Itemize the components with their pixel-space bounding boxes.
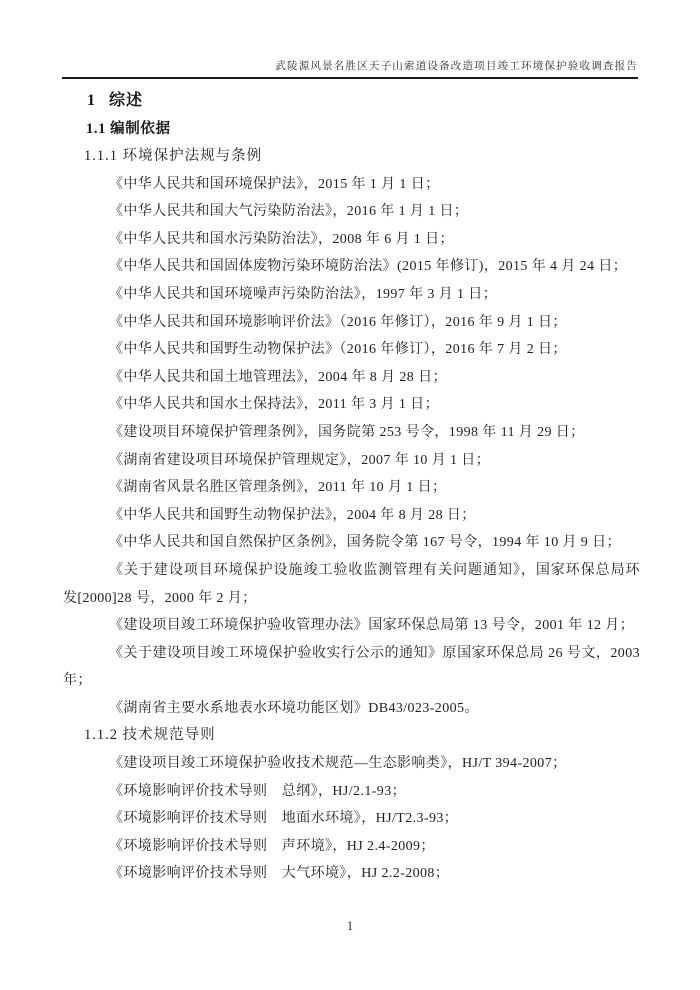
header-rule — [62, 77, 638, 79]
law-item-line: 《中华人民共和国水土保持法》，2011 年 3 月 1 日； — [109, 397, 439, 413]
law-item-line: 《建设项目竣工环境保护验收管理办法》国家环保总局第 13 号令，2001 年 12 月； — [109, 618, 635, 634]
law-item-line: 《湖南省建设项目环境保护管理规定》，2007 年 10 月 1 日； — [109, 452, 491, 468]
law-item-line: 《中华人民共和国环境保护法》，2015 年 1 月 1 日； — [109, 176, 440, 192]
law-item-line: 《关于建设项目环境保护设施竣工验收监测管理有关问题通知》，国家环保总局环 — [109, 562, 640, 578]
subsubsection-heading-b: 1.1.2 技术规范导则 — [84, 727, 216, 744]
law-item-line: 《中华人民共和国野生动物保护法》（2016 年修订），2016 年 7 月 2 日； — [109, 342, 567, 358]
law-item-line: 《湖南省风景名胜区管理条例》，2011 年 10 月 1 日； — [109, 480, 447, 496]
subsubsection-heading-a: 1.1.1 环境保护法规与条例 — [84, 148, 263, 164]
law-item-line: 《关于建设项目竣工环境保护验收实行公示的通知》原国家环保总局 26 号文，2003 — [109, 645, 640, 661]
section-title: 综述 — [109, 92, 144, 109]
law-item-line: 《湖南省主要水系地表水环境功能区划》DB43/023-2005。 — [109, 700, 479, 716]
law-item-line: 《中华人民共和国土地管理法》，2004 年 8 月 28 日； — [109, 369, 447, 385]
running-header: 武陵源风景名胜区天子山索道设备改造项目竣工环境保护验收调查报告 — [275, 61, 638, 72]
guideline-item-line: 《环境影响评价技术导则 地面水环境》，HJ/T2.3-93； — [109, 811, 459, 827]
law-item-line: 《中华人民共和国自然保护区条例》，国务院令第 167 号令，1994 年 10 月 9 日； — [109, 535, 621, 551]
page-number: 1 — [346, 919, 354, 933]
law-item-line: 《中华人民共和国水污染防治法》，2008 年 6 月 1 日； — [109, 231, 454, 247]
guideline-item-line: 《建设项目竣工环境保护验收技术规范—生态影响类》，HJ/T 394-2007； — [109, 756, 567, 772]
law-item-line: 《中华人民共和国固体废物污染环境防治法》(2015 年修订)，2015 年 4 月 24 日； — [109, 259, 628, 275]
page-content — [63, 87, 640, 888]
section-number: 1 — [87, 92, 96, 109]
law-item-line-wrap: 年； — [63, 673, 92, 689]
law-item-line: 《中华人民共和国环境影响评价法》（2016 年修订），2016 年 9 月 1 日； — [109, 314, 567, 330]
law-item-line-wrap: 发[2000]28 号，2000 年 2 月； — [63, 590, 257, 606]
guideline-item-line: 《环境影响评价技术导则 大气环境》，HJ 2.2-2008； — [109, 866, 450, 882]
guideline-item-line: 《环境影响评价技术导则 声环境》，HJ 2.4-2009； — [109, 838, 435, 854]
section-heading — [63, 87, 640, 115]
law-item-line: 《中华人民共和国环境噪声污染防治法》，1997 年 3 月 1 日； — [109, 286, 498, 302]
law-item-line: 《中华人民共和国野生动物保护法》，2004 年 8 月 28 日； — [109, 507, 476, 523]
law-item-line: 《建设项目环境保护管理条例》，国务院第 253 号令，1998 年 11 月 29 日； — [109, 424, 585, 440]
subsection-heading: 1.1 编制依据 — [86, 121, 171, 137]
law-item-line: 《中华人民共和国大气污染防治法》，2016 年 1 月 1 日； — [109, 204, 469, 220]
guideline-item-line: 《环境影响评价技术导则 总纲》，HJ/2.1-93； — [109, 783, 407, 799]
